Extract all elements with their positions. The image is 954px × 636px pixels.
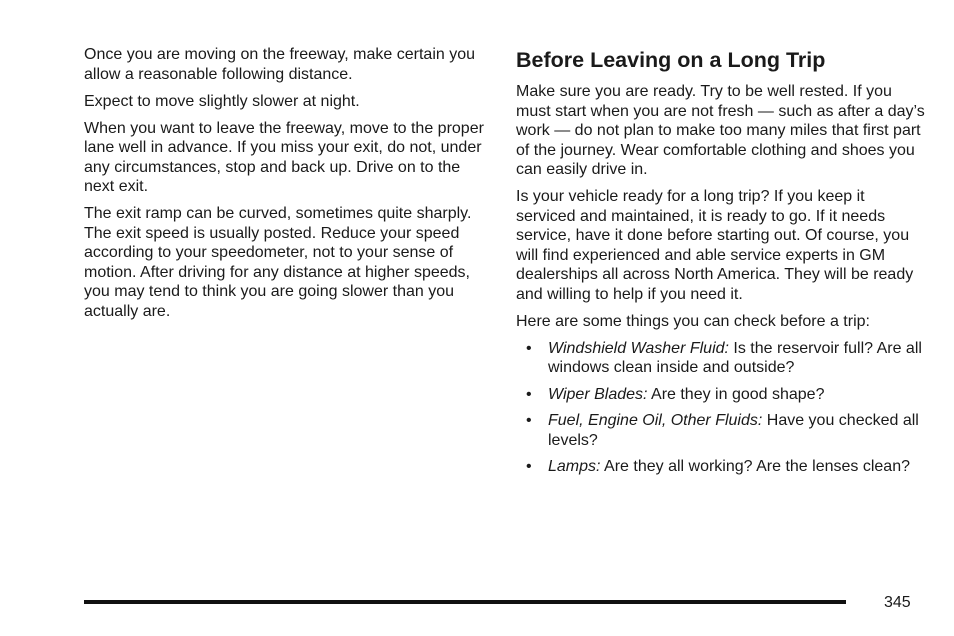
list-item bbox=[516, 385, 926, 405]
paragraph-vehicle-ready: Is your vehicle ready for a long trip? If you keep it serviced and maintained, it is ready to go. If it needs service, have it done before starting out. Of course, you will find experienced and able service experts in GM dealerships all across North America. They will be ready and willing to help if you need it. bbox=[516, 188, 914, 303]
checklist-text: Are they in good shape? bbox=[647, 385, 825, 403]
bullet-icon: • bbox=[526, 339, 532, 357]
checklist-term: Fuel, Engine Oil, Other Fluids: bbox=[548, 412, 763, 429]
bullet-icon: • bbox=[526, 385, 532, 403]
checklist-text: Is the reservoir full? Are all windows clean inside and outside? bbox=[548, 339, 922, 376]
footer-rule bbox=[84, 600, 846, 604]
paragraph-exit-ramp: The exit ramp can be curved, sometimes quite sharply. The exit speed is usually posted. Reduce your speed according to your speedometer, not to your sense of motion. After driving for any distance at higher speeds, you may tend to think you are going slower than you actually are. bbox=[84, 205, 472, 320]
paragraph-be-rested: Make sure you are ready. Try to be well rested. If you must start when you are not fresh — such as after a day’s work — do not plan to make too many miles that first part of the journey. Wear comfortable clothing and shoes you can easily drive in. bbox=[516, 83, 925, 178]
checklist-term: Windshield Washer Fluid: bbox=[548, 339, 729, 357]
checklist-term: Lamps: bbox=[548, 458, 601, 475]
pre-trip-checklist bbox=[516, 339, 926, 477]
page-number: 345 bbox=[884, 594, 911, 611]
paragraph-following-distance: Once you are moving on the freeway, make certain you allow a reasonable following distance. bbox=[84, 46, 476, 83]
paragraph-night-speed: Expect to move slightly slower at night. bbox=[84, 92, 360, 110]
right-column bbox=[516, 45, 926, 484]
list-item bbox=[516, 457, 926, 477]
paragraph-checklist-intro: Here are some things you can check before a trip: bbox=[516, 312, 870, 330]
list-item bbox=[516, 411, 926, 450]
section-heading: Before Leaving on a Long Trip bbox=[516, 48, 826, 72]
bullet-icon: • bbox=[526, 412, 532, 429]
list-item bbox=[516, 339, 926, 378]
paragraph-leaving-freeway: When you want to leave the freeway, move to the proper lane well in advance. If you miss your exit, do not, under any circumstances, stop and back up. Drive on to the next exit. bbox=[84, 119, 484, 195]
bullet-icon: • bbox=[526, 458, 532, 475]
checklist-text: Are they all working? Are the lenses clean? bbox=[600, 458, 910, 475]
checklist-text: Have you checked all levels? bbox=[548, 412, 919, 449]
left-column bbox=[84, 45, 484, 329]
checklist-term: Wiper Blades: bbox=[548, 385, 648, 403]
